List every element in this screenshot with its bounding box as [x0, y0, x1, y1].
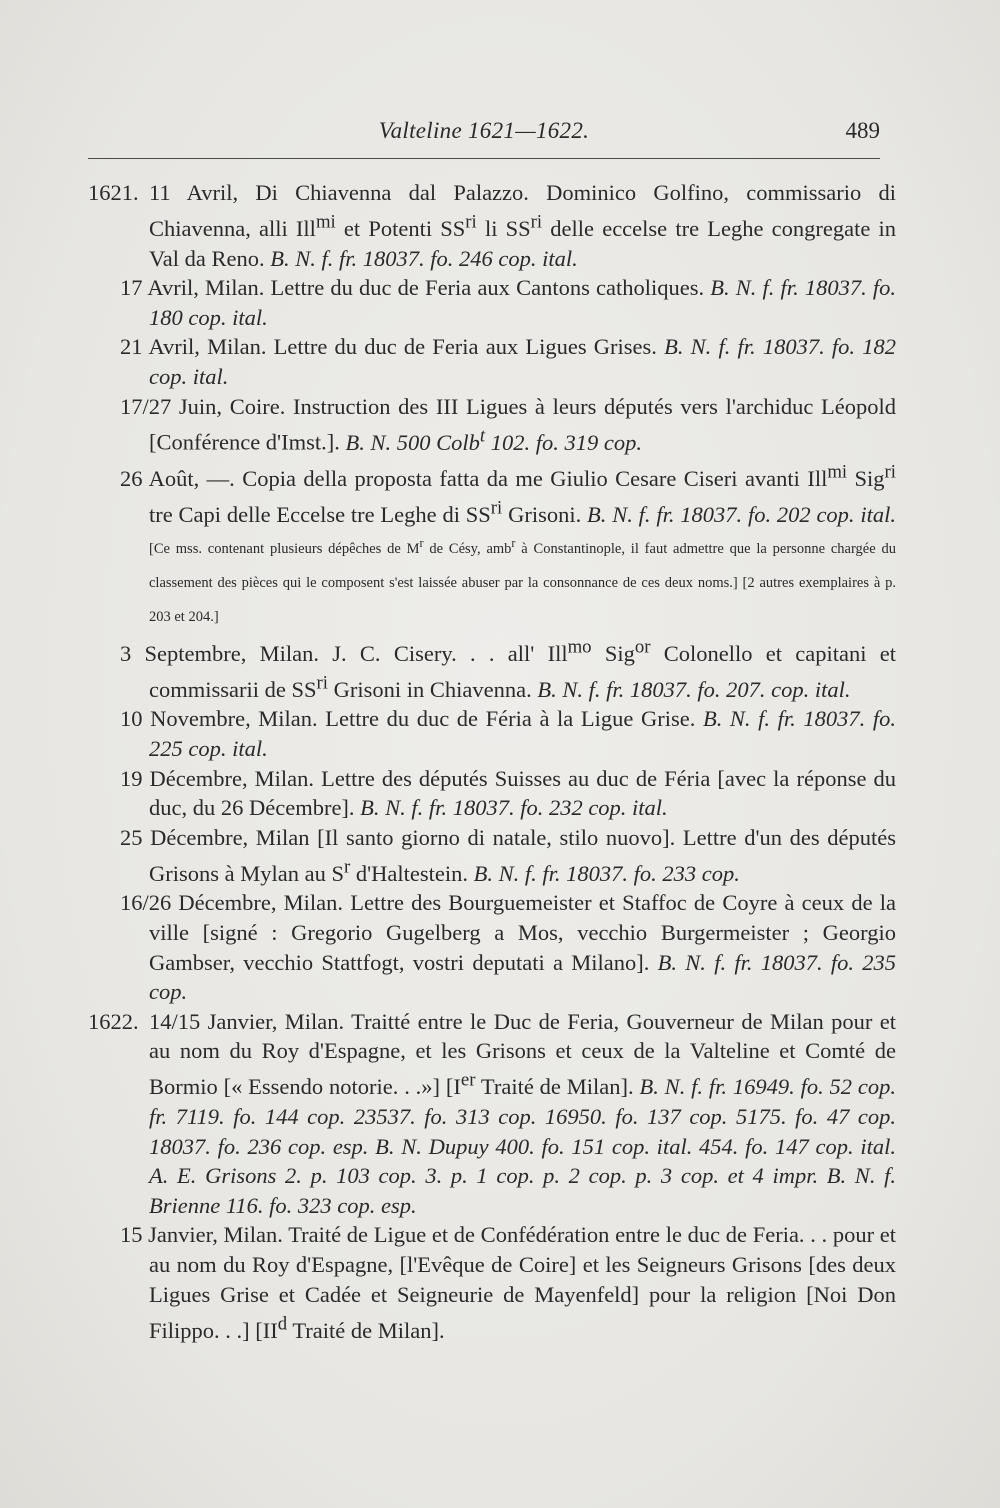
entry-text: 26 Août, —. Copia della proposta fatta da me Giulio Cesare Ciseri avanti Ill$^{mi}$ Sig$^{ri}$ tre Capi delle Eccelse tre Leghe di $SS^{ri}$ Grisoni. B. N. f. fr. 18037. fo. 202 cop. ital. [Ce mss. contenant plusieurs dépêches de $M^r$ de Césy, amb$^r$ à Constantinople, il faut admettre que la personne chargée du classement des pièces qui le composent s'est laissée abuser par la consonnance de ces deux noms.] [2 autres exemplaires à p. 203 et 204.] — [120, 461, 897, 625]
catalog-entry — [88, 704, 896, 763]
page-header — [88, 118, 880, 158]
catalog-entry — [88, 273, 896, 332]
catalog-entry — [88, 457, 896, 632]
catalog-entry — [88, 1007, 896, 1221]
catalog-entry — [88, 1220, 896, 1345]
entry-text: 25 Décembre, Milan [Il santo giorno di natale, stilo nuovo]. Lettre d'un des députés Grisons à Mylan au $S^r$ d'Haltestein. B. N. f. fr. 18037. fo. 233 cop. — [120, 824, 896, 886]
catalog-entry — [88, 632, 896, 704]
entry-text: 10 Novembre, Milan. Lettre du duc de Féria à la Ligue Grise. B. N. f. fr. 18037. fo. 225 cop. ital. — [120, 706, 896, 761]
entry-year: 1622. — [88, 1008, 139, 1034]
entry-text: 17/27 Juin, Coire. Instruction des III Ligues à leurs députés vers l'archiduc Léopold [Conférence d'Imst.]. B. N. 500 Colb$^t$ 102. fo. 319 cop. — [120, 393, 896, 455]
entry-text: 21 Avril, Milan. Lettre du duc de Feria aux Ligues Grises. B. N. f. fr. 18037. fo. 182 cop. ital. — [120, 334, 896, 390]
catalog-entry — [88, 764, 896, 823]
header-rule — [88, 158, 880, 159]
entry-text: 16/26 Décembre, Milan. Lettre des Bourguemeister et Staffoc de Coyre à ceux de la ville [signé : Gregorio Gugelberg a Mos, vecchio Burgermeister ; Georgio Gambser, vecchio Stattfogt, vostri deputati a Milano]. B. N. f. fr. 18037. fo. 235 cop. — [120, 890, 896, 1005]
catalog-entry — [88, 392, 896, 458]
entry-text: 14/15 Janvier, Milan. Traitté entre le Duc de Feria, Gouverneur de Milan pour et au nom du Roy d'Espagne, et les Grisons et ceux de la Valteline et Comté de Bormio [« Essendo notorie. . .»] [Ier Traité de Milan]. B. N. f. fr. 16949. fo. 52 cop. fr. 7119. fo. 144 cop. 23537. fo. 313 cop. 16950. fo. 137 cop. 5175. fo. 47 cop. 18037. fo. 236 cop. esp. B. N. Dupuy 400. fo. 151 cop. ital. 454. fo. 147 cop. ital. A. E. Grisons 2. p. 103 cop. 3. p. 1 cop. p. 2 cop. p. 3 cop. et 4 impr. B. N. f. Brienne 116. fo. 323 cop. esp. — [149, 1008, 896, 1218]
entry-text: 11 Avril, Di Chiavenna dal Palazzo. Dominico Golfino, commissario di Chiavenna, alli Ill$^{mi}$ et Potenti $SS^{ri}$ li $SS^{ri}$ delle eccelse tre Leghe congregate in Val da Reno. B. N. f. fr. 18037. fo. 246 cop. ital. — [149, 180, 896, 271]
running-title: Valteline 1621—1622. — [378, 118, 590, 143]
entry-year: 1621. — [88, 180, 139, 205]
entry-text: 17 Avril, Milan. Lettre du duc de Feria aux Cantons catholiques. B. N. f. fr. 18037. fo. 180 cop. ital. — [120, 275, 896, 330]
catalog-entry — [88, 823, 896, 889]
catalog-entry — [88, 888, 896, 1006]
catalog-entry — [88, 332, 896, 391]
entries-list — [88, 178, 896, 1345]
page-number: 489 — [845, 118, 880, 143]
entry-text: 19 Décembre, Milan. Lettre des députés Suisses au duc de Féria [avec la réponse du duc, du 26 Décembre]. B. N. f. fr. 18037. fo. 232 cop. ital. — [120, 765, 896, 821]
catalog-entry — [88, 178, 896, 273]
entry-text: 3 Septembre, Milan. J. C. Cisery. . . all' Ill$^{mo}$ Sig$^{or}$ Colonello et capitani et commissarii de $SS^{ri}$ Grisoni in Chiavenna. B. N. f. fr. 18037. fo. 207. cop. ital. — [120, 636, 896, 702]
entry-text: 15 Janvier, Milan. Traité de Ligue et de Confédération entre le duc de Feria. . . pour et au nom du Roy d'Espagne, [l'Evêque de Coire] et les Seigneurs Grisons [des deux Ligues Grise et Cadée et Seigneurie de Mayenfeld] pour la religion [Noi Don Filippo. . .] [$II^d$ Traité de Milan]. — [120, 1222, 896, 1343]
